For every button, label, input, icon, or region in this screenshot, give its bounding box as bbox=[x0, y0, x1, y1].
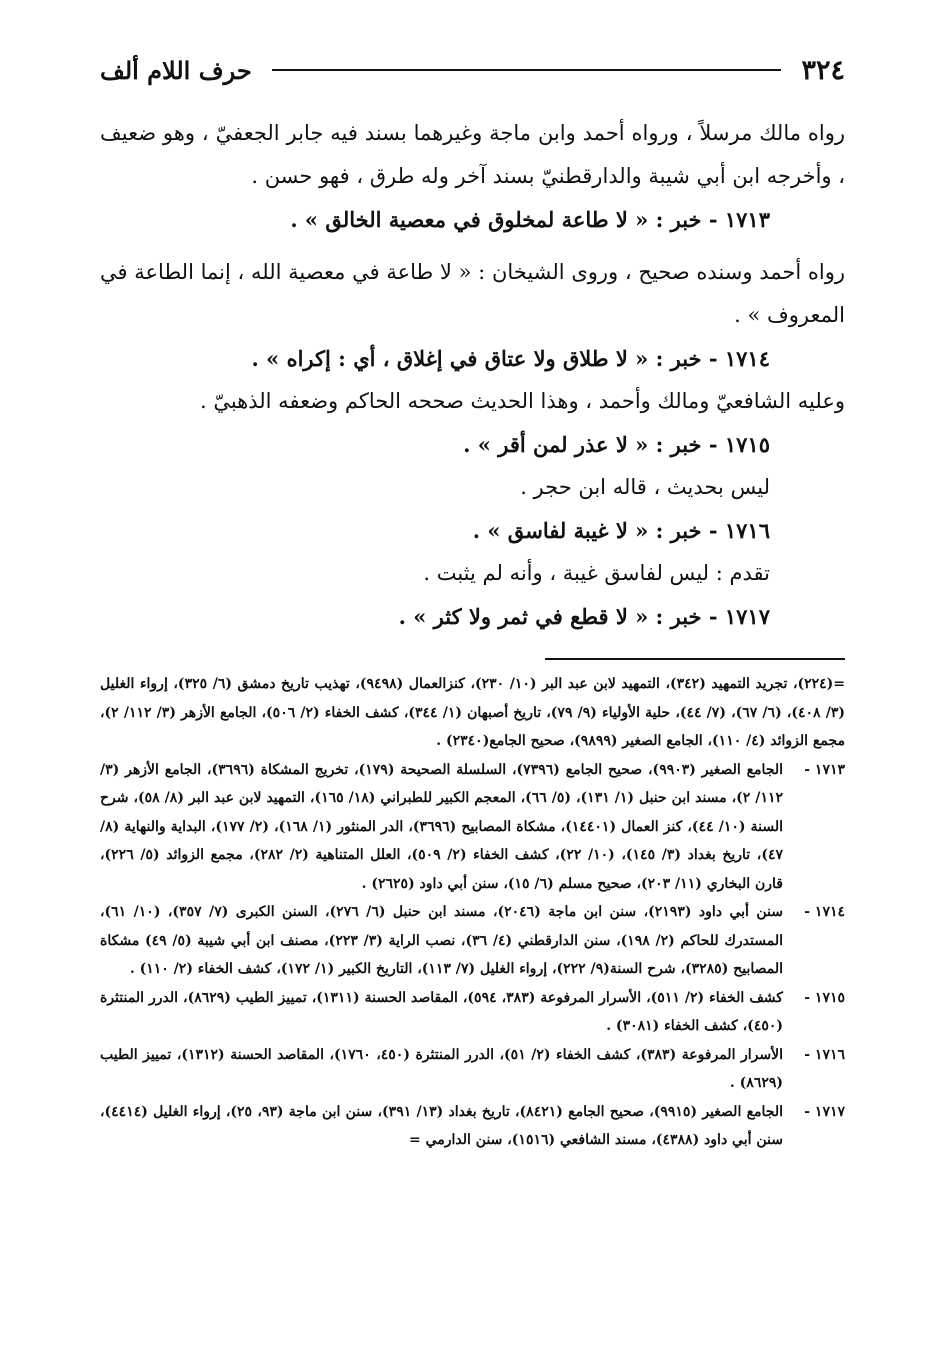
paragraph: ليس بحديث ، قاله ابن حجر . bbox=[520, 475, 770, 499]
hadith-entry-1717: ١٧١٧ - خبر : « لا قطع في ثمر ولا كثر » . bbox=[398, 604, 770, 629]
footnote-1717 bbox=[100, 1098, 845, 1155]
page-number: ٣٢٤ bbox=[801, 54, 845, 86]
footnote-number: ١٧١٥ - bbox=[804, 989, 845, 1006]
footnote-divider bbox=[545, 658, 845, 660]
header-rule bbox=[272, 69, 782, 71]
footnote-1713 bbox=[100, 756, 845, 899]
paragraph: رواه أحمد وسنده صحيح ، وروى الشيخان : « لا طاعة في معصية الله ، إنما الطاعة في المعروف » . bbox=[100, 260, 845, 327]
footnote-number: ١٧١٤ - bbox=[804, 904, 845, 920]
book-page bbox=[100, 50, 845, 1155]
hadith-entry-1714: ١٧١٤ - خبر : « لا طلاق ولا عتاق في إغلاق ، أي : إكراه » . bbox=[251, 346, 770, 371]
footnote-continuation bbox=[100, 670, 845, 756]
footnote-text: الجامع الصغير (٩٩١٥)، صحيح الجامع (٨٤٢١)، تاريخ بغداد (١٣/ ٣٩١)، سنن ابن ماجة (٩٣، ٢٥)، إرواء الغليل (٤٤١٤)، سنن أبي داود (٤٣٨٨)، مسند الشافعي (١٥١٦)، سنن الدارمي = bbox=[100, 1103, 783, 1148]
footnote-1714 bbox=[100, 898, 845, 984]
footnote-number: ١٧١٣ - bbox=[804, 761, 845, 778]
footnote-number: ١٧١٦ - bbox=[804, 1046, 845, 1063]
paragraph: تقدم : ليس لفاسق غيبة ، وأنه لم يثبت . bbox=[423, 561, 770, 585]
footnote-text: الأسرار المرفوعة (٣٨٣)، كشف الخفاء (٢/ ٥١)، الدرر المنتثرة (٤٥٠، ١٧٦٠)، المقاصد الحسنة (١٣١٢)، تمييز الطيب (٨٦٢٩) . bbox=[100, 1046, 783, 1091]
main-text bbox=[100, 112, 845, 638]
footnote-text: الجامع الصغير (٩٩٠٣)، صحيح الجامع (٧٣٩٦)، السلسلة الصحيحة (١٧٩)، تخريج المشكاة (٣٦٩٦)، الجامع الأزهر (٣/ ١١٢/ ٢)، مسند ابن حنبل (١/ ١٣١)، (٥/ ٦٦)، المعجم الكبير للطبراني (١٨/ ١٦٥)، التمهيد لابن عبد البر (٨/ ٥٨)، شرح السنة (١٠/ ٤٤)، كنز العمال (١٤٤٠١)، مشكاة المصابيح (٣٦٩٦)، الدر المنثور (١/ ١٦٨)، (٢/ ١٧٧)، البداية والنهاية (٨/ ٤٧)، تاريخ بغداد (٣/ ١٤٥)، (١٠/ ٢٢)، كشف الخفاء (٢/ ٥٠٩)، العلل المتناهية (٢/ ٢٨٢)، مجمع الزوائد (٥/ ٢٢٦)، قارن البخاري (١١/ ٢٠٣)، صحيح مسلم (٦/ ١٥)، سنن أبي داود (٢٦٢٥) . bbox=[100, 761, 784, 892]
footnote-text: كشف الخفاء (٢/ ٥١١)، الأسرار المرفوعة (٣٨٣، ٥٩٤)، المقاصد الحسنة (١٣١١)، تمييز الطيب (٨٦٢٩)، الدرر المنتثرة (٤٥٠)، كشف الخفاء (٣٠٨١) . bbox=[100, 989, 783, 1034]
footnotes bbox=[100, 670, 845, 1155]
paragraph: رواه مالك مرسلاً ، ورواه أحمد وابن ماجة وغيرهما بسند فيه جابر الجعفيّ ، وهو ضعيف ، وأخرجه ابن أبي شيبة والدارقطنيّ بسند آخر وله طرق ، فهو حسن . bbox=[100, 121, 845, 188]
hadith-entry-1715: ١٧١٥ - خبر : « لا عذر لمن أقر » . bbox=[463, 432, 770, 457]
footnote-1715 bbox=[100, 984, 845, 1041]
hadith-entry-1713: ١٧١٣ - خبر : « لا طاعة لمخلوق في معصية الخالق » . bbox=[290, 207, 770, 232]
footnote-number: ١٧١٧ - bbox=[804, 1103, 845, 1120]
section-title: حرف اللام ألف bbox=[100, 55, 252, 85]
footnote-1716 bbox=[100, 1041, 845, 1098]
hadith-entry-1716: ١٧١٦ - خبر : « لا غيبة لفاسق » . bbox=[472, 518, 770, 543]
footnote-text: =(٢٢٤)، تجريد التمهيد (٣٤٢)، التمهيد لابن عبد البر (١٠/ ٢٣٠)، كنزالعمال (٩٤٩٨)، تهذيب تاريخ دمشق (٦/ ٣٢٥)، إرواء الغليل (٣/ ٤٠٨)، (٦/ ٦٧)، (٧/ ٤٤)، حلية الأولياء (٩/ ٧٩)، تاريخ أصبهان (١/ ٣٤٤)، كشف الخفاء (٢/ ٥٠٦)، الجامع الأزهر (٣/ ١١٢/ ٢)، مجمع الزوائد (٤/ ١١٠)، الجامع الصغير (٩٨٩٩)، صحيح الجامع(٢٣٤٠) . bbox=[100, 676, 846, 749]
footnote-text: سنن أبي داود (٢١٩٣)، سنن ابن ماجة (٢٠٤٦)، مسند ابن حنبل (٦/ ٢٧٦)، السنن الكبرى (٧/ ٣٥٧)، (١٠/ ٦١)، المستدرك للحاكم (٢/ ١٩٨)، سنن الدارقطني (٤/ ٣٦)، نصب الراية (٣/ ٢٢٣)، مصنف ابن أبي شيبة (٥/ ٤٩) مشكاة المصابيح (٣٢٨٥)، شرح السنة(٩/ ٢٢٢)، إرواء الغليل (٧/ ١١٣)، التاريخ الكبير (١/ ١٧٢)، كشف الخفاء (٢/ ١١٠) . bbox=[100, 904, 784, 977]
paragraph: وعليه الشافعيّ ومالك وأحمد ، وهذا الحديث صححه الحاكم وضعفه الذهبيّ . bbox=[199, 389, 845, 413]
page-header bbox=[100, 50, 845, 90]
